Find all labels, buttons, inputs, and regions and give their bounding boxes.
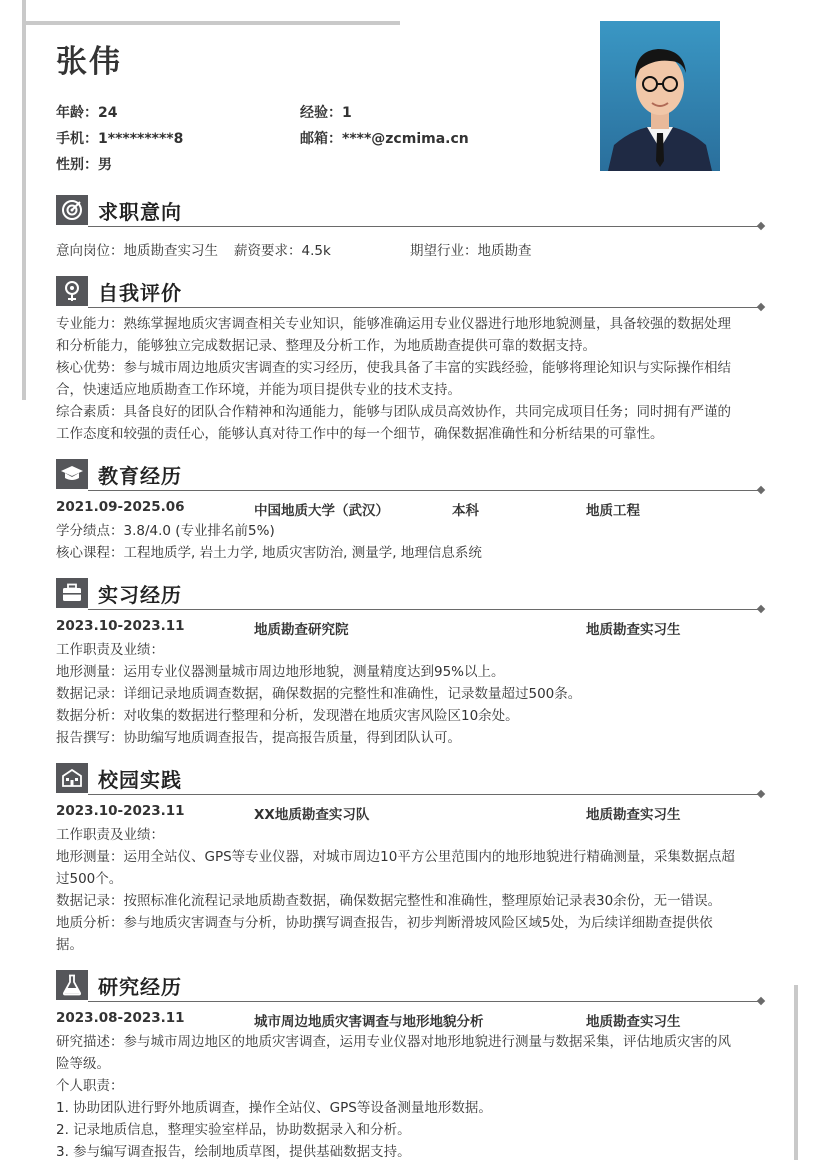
text-line: 核心课程：工程地质学, 岩土力学, 地质灾害防治, 测量学, 地理信息系统 — [56, 545, 482, 561]
divider-diamond — [757, 303, 765, 311]
text-line: 个人职责： — [56, 1078, 124, 1094]
gender-value: 男 — [98, 157, 112, 173]
candidate-name: 张伟 — [56, 44, 122, 80]
section-divider — [88, 307, 758, 308]
internship-org: 地质勘查研究院 — [254, 622, 349, 638]
intent-industry: 期望行业：地质勘查 — [410, 243, 532, 259]
profile-photo — [600, 21, 720, 171]
intent-position: 意向岗位：地质勘查实习生 — [56, 243, 218, 259]
divider-diamond — [757, 790, 765, 798]
briefcase-icon — [56, 578, 88, 608]
age-label: 年龄： — [56, 105, 98, 121]
section-divider — [88, 226, 758, 227]
decorative-bar-left — [22, 0, 26, 400]
section-internship — [56, 578, 764, 612]
text-line: 数据记录：详细记录地质调查数据，确保数据的完整性和准确性，记录数量超过500条。 — [56, 686, 582, 702]
education-major: 地质工程 — [586, 503, 640, 519]
flask-icon — [56, 970, 88, 1000]
school-building-icon — [56, 763, 88, 793]
experience-field — [300, 102, 352, 122]
gender-label: 性别： — [56, 157, 98, 173]
decorative-bar-right — [794, 985, 798, 1160]
text-line: 工作职责及业绩： — [56, 827, 164, 843]
text-line: 2. 记录地质信息，整理实验室样品，协助数据录入和分析。 — [56, 1122, 411, 1138]
section-campus-practice — [56, 763, 764, 797]
education-school: 中国地质大学（武汉） — [254, 503, 389, 519]
text-line: 报告撰写：协助编写地质调查报告，提高报告质量，得到团队认可。 — [56, 730, 461, 746]
text-line: 过500个。 — [56, 871, 123, 887]
divider-diamond — [757, 605, 765, 613]
phone-value: 1*********8 — [98, 131, 184, 147]
section-divider — [88, 609, 758, 610]
section-title: 教育经历 — [98, 464, 182, 488]
section-research — [56, 970, 764, 1004]
internship-role: 地质勘查实习生 — [586, 622, 681, 638]
text-line: 地质分析：参与地质灾害调查与分析，协助撰写调查报告，初步判断滑坡风险区域5处，为后续详细勘查提供依 — [56, 915, 713, 931]
section-divider — [88, 794, 758, 795]
text-line: 研究描述：参与城市周边地区的地质灾害调查，运用专业仪器对地形地貌进行测量与数据采集，评估地质灾害的风 — [56, 1034, 731, 1050]
text-line: 数据记录：按照标准化流程记录地质勘查数据，确保数据完整性和准确性，整理原始记录表30余份，无一错误。 — [56, 893, 722, 909]
section-job-intent — [56, 195, 764, 229]
campus-role: 地质勘查实习生 — [586, 807, 681, 823]
text-line: 工作态度和较强的责任心，能够认真对待工作中的每一个细节，确保数据准确性和分析结果的可靠性。 — [56, 426, 664, 442]
phone-field — [56, 128, 183, 148]
text-line: 合，快速适应地质勘查工作环境，并能为项目提供专业的技术支持。 — [56, 382, 461, 398]
section-divider — [88, 490, 758, 491]
age-field — [56, 102, 117, 122]
phone-label: 手机： — [56, 131, 98, 147]
text-line: 和分析能力，能够独立完成数据记录、整理及分析工作，为地质勘查提供可靠的数据支持。 — [56, 338, 596, 354]
age-value: 24 — [98, 105, 118, 121]
experience-value: 1 — [342, 105, 352, 121]
section-title: 校园实践 — [98, 768, 182, 792]
research-role: 地质勘查实习生 — [586, 1014, 681, 1030]
text-line: 学分绩点：3.8/4.0 (专业排名前5%) — [56, 523, 275, 539]
section-title: 实习经历 — [98, 583, 182, 607]
gender-field — [56, 154, 112, 174]
text-line: 地形测量：运用专业仪器测量城市周边地形地貌，测量精度达到95%以上。 — [56, 664, 505, 680]
campus-period: 2023.10-2023.11 — [56, 803, 185, 819]
self-evaluation-text — [56, 313, 766, 445]
decorative-bar-top — [22, 21, 400, 25]
research-period: 2023.08-2023.11 — [56, 1010, 185, 1026]
text-line: 数据分析：对收集的数据进行整理和分析，发现潜在地质灾害风险区10余处。 — [56, 708, 519, 724]
text-line: 3. 参与编写调查报告，绘制地质草图，提供基础数据支持。 — [56, 1144, 411, 1160]
email-field — [300, 128, 469, 148]
text-line: 专业能力：熟练掌握地质灾害调查相关专业知识，能够准确运用专业仪器进行地形地貌测量，具备较强的数据处理 — [56, 316, 731, 332]
section-title: 自我评价 — [98, 281, 182, 305]
award-icon — [56, 276, 88, 306]
text-line: 综合素质：具备良好的团队合作精神和沟通能力，能够与团队成员高效协作，共同完成项目任务；同时拥有严谨的 — [56, 404, 731, 420]
divider-diamond — [757, 997, 765, 1005]
internship-details — [56, 639, 766, 749]
text-line: 核心优势：参与城市周边地质灾害调查的实习经历，使我具备了丰富的实践经验，能够将理论知识与实际操作相结 — [56, 360, 731, 376]
education-degree: 本科 — [452, 503, 479, 519]
research-project: 城市周边地质灾害调查与地形地貌分析 — [254, 1014, 484, 1030]
text-line: 据。 — [56, 937, 83, 953]
section-title: 研究经历 — [98, 975, 182, 999]
experience-label: 经验： — [300, 105, 342, 121]
education-details — [56, 520, 766, 564]
campus-org: XX地质勘查实习队 — [254, 807, 370, 823]
section-self-evaluation — [56, 276, 764, 310]
section-divider — [88, 1001, 758, 1002]
divider-diamond — [757, 486, 765, 494]
section-title: 求职意向 — [98, 200, 182, 224]
target-icon — [56, 195, 88, 225]
internship-period: 2023.10-2023.11 — [56, 618, 185, 634]
graduation-cap-icon — [56, 459, 88, 489]
email-label: 邮箱： — [300, 131, 342, 147]
section-education — [56, 459, 764, 493]
divider-diamond — [757, 222, 765, 230]
email-value: ****@zcmima.cn — [342, 131, 469, 147]
education-period: 2021.09-2025.06 — [56, 499, 185, 515]
research-details — [56, 1031, 766, 1160]
campus-details — [56, 824, 766, 956]
text-line: 地形测量：运用全站仪、GPS等专业仪器，对城市周边10平方公里范围内的地形地貌进行精确测量，采集数据点超 — [56, 849, 735, 865]
text-line: 工作职责及业绩： — [56, 642, 164, 658]
intent-salary: 薪资要求：4.5k — [234, 243, 331, 259]
text-line: 1. 协助团队进行野外地质调查，操作全站仪、GPS等设备测量地形数据。 — [56, 1100, 492, 1116]
text-line: 险等级。 — [56, 1056, 110, 1072]
